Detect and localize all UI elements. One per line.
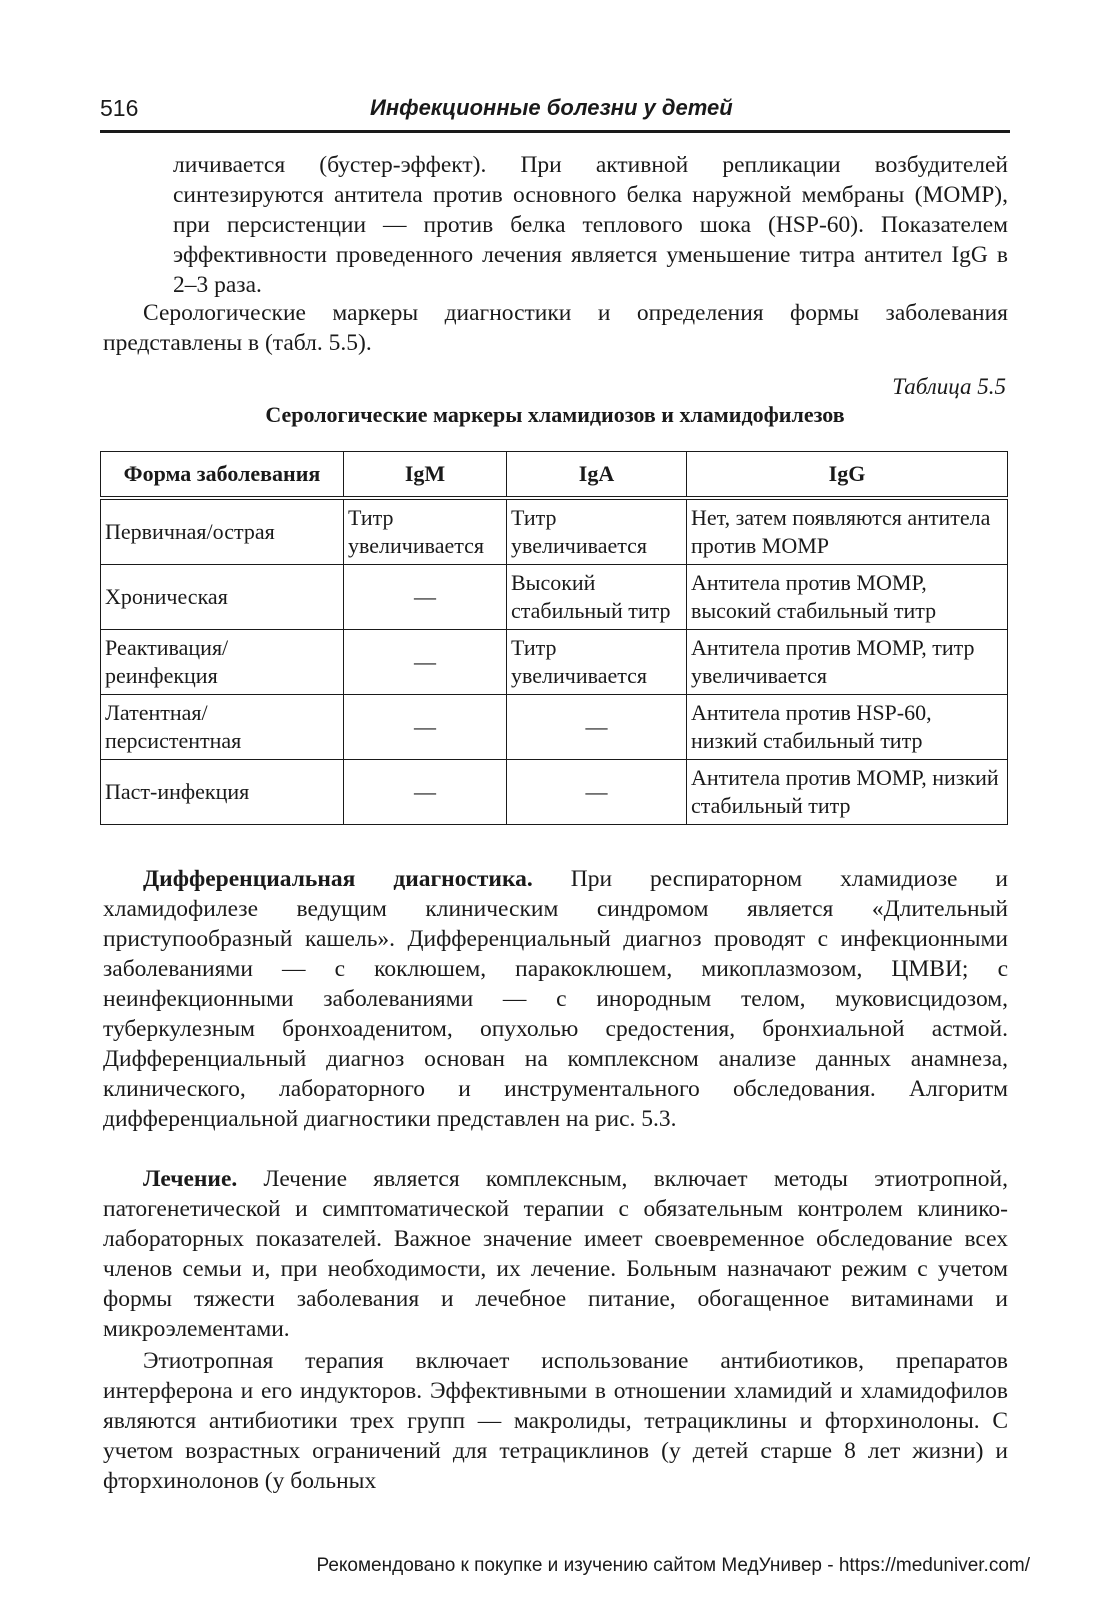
page-number: 516 xyxy=(100,95,139,121)
table-cell: — xyxy=(507,760,687,825)
table-cell: Первичная/острая xyxy=(101,498,344,565)
table-header-row xyxy=(101,452,1008,499)
table-cell: Паст-инфекция xyxy=(101,760,344,825)
table-cell: Антитела против MOMP, титр увеличивается xyxy=(687,630,1008,695)
table-cell: — xyxy=(507,695,687,760)
table-cell: Титр увеличивается xyxy=(507,630,687,695)
column-header: IgG xyxy=(687,452,1008,499)
column-header: IgM xyxy=(344,452,507,499)
table-row xyxy=(101,695,1008,760)
table-row xyxy=(101,630,1008,695)
table-cell: Высокий стабильный титр xyxy=(507,565,687,630)
column-header: Форма заболевания xyxy=(101,452,344,499)
page-header xyxy=(100,92,1010,133)
table-cell: — xyxy=(344,695,507,760)
table-cell: Нет, затем появляются антитела против MOMP xyxy=(687,498,1008,565)
table-cell: Латентная/ персистентная xyxy=(101,695,344,760)
table-row xyxy=(101,760,1008,825)
table-cell: Реактивация/ реинфекция xyxy=(101,630,344,695)
table-cell: — xyxy=(344,565,507,630)
table-number: Таблица 5.5 xyxy=(892,374,1006,399)
paragraph-table-reference: Серологические маркеры диагностики и определения формы заболевания представлены в (табл. 5.5). xyxy=(103,300,1008,356)
table-cell: Антитела против MOMP, низкий стабильный титр xyxy=(687,760,1008,825)
section-heading-differential-diagnosis: Дифференциальная диагностика. xyxy=(143,866,533,892)
table-cell: — xyxy=(344,630,507,695)
table-cell: Титр увеличивается xyxy=(507,498,687,565)
paragraph-continuation: личивается (бустер-эффект). При активной репликации возбудителей синтезируются антитела против основного белка наружной мембраны (MOMP), при персистенции — против белка теплового шока (HSP-60). Показателем эффективности проведенного лечения является уменьшение титра антител IgG в 2–3 раза. xyxy=(173,152,1008,298)
column-header: IgA xyxy=(507,452,687,499)
paragraph-differential-diagnosis xyxy=(103,864,1008,1134)
table-row xyxy=(101,565,1008,630)
paragraph-treatment xyxy=(103,1164,1008,1344)
footer-recommendation: Рекомендовано к покупке и изучению сайтом МедУнивер - https://meduniver.com/ xyxy=(316,1555,1030,1576)
paragraph-text: Лечение является комплексным, включает методы этиотропной, патогенетической и симптоматической терапии с обязательным контролем клинико-лабораторных показателей. Важное значение имеет своевременное обследование всех членов семьи и, при необходимости, их лечение. Больным назначают режим с учетом формы тяжести заболевания и лечебное питание, обогащенное витаминами и микроэлементами. xyxy=(103,1166,1008,1342)
section-heading-treatment: Лечение. xyxy=(143,1166,238,1192)
paragraph-etiotropic-therapy: Этиотропная терапия включает использование антибиотиков, препаратов интерферона и его индукторов. Эффективными в отношении хламидий и хламидофилов являются антибиотики трех групп — макролиды, тетрациклины и фторхинолоны. С учетом возрастных ограничений для тетрациклинов (у детей старше 8 лет жизни) и фторхинолонов (у больных xyxy=(103,1348,1008,1494)
table-cell: Антитела против MOMP, высокий стабильный титр xyxy=(687,565,1008,630)
table-cell: Антитела против HSP-60, низкий стабильный титр xyxy=(687,695,1008,760)
table-cell: Титр увеличивается xyxy=(344,498,507,565)
table-title: Серологические маркеры хламидиозов и хламидофилезов xyxy=(265,402,845,427)
table-row xyxy=(101,498,1008,565)
table-cell: Хроническая xyxy=(101,565,344,630)
paragraph-text: При респираторном хламидиозе и хламидофилезе ведущим клиническим синдромом является «Длительный приступообразный кашель». Дифференциальный диагноз проводят с инфекционными заболеваниями — с коклюшем, паракоклюшем, микоплазмозом, ЦМВИ; с неинфекционными заболеваниями — с инородным телом, муковисцидозом, туберкулезным бронхоаденитом, опухолью средостения, бронхиальной астмой. Дифференциальный диагноз основан на комплексном анализе данных анамнеза, клинического, лабораторного и инструментального обследования. Алгоритм дифференциальной диагностики представлен на рис. 5.3. xyxy=(103,866,1008,1132)
serological-markers-table xyxy=(100,451,1008,825)
running-title: Инфекционные болезни у детей xyxy=(370,95,733,120)
table-cell: — xyxy=(344,760,507,825)
